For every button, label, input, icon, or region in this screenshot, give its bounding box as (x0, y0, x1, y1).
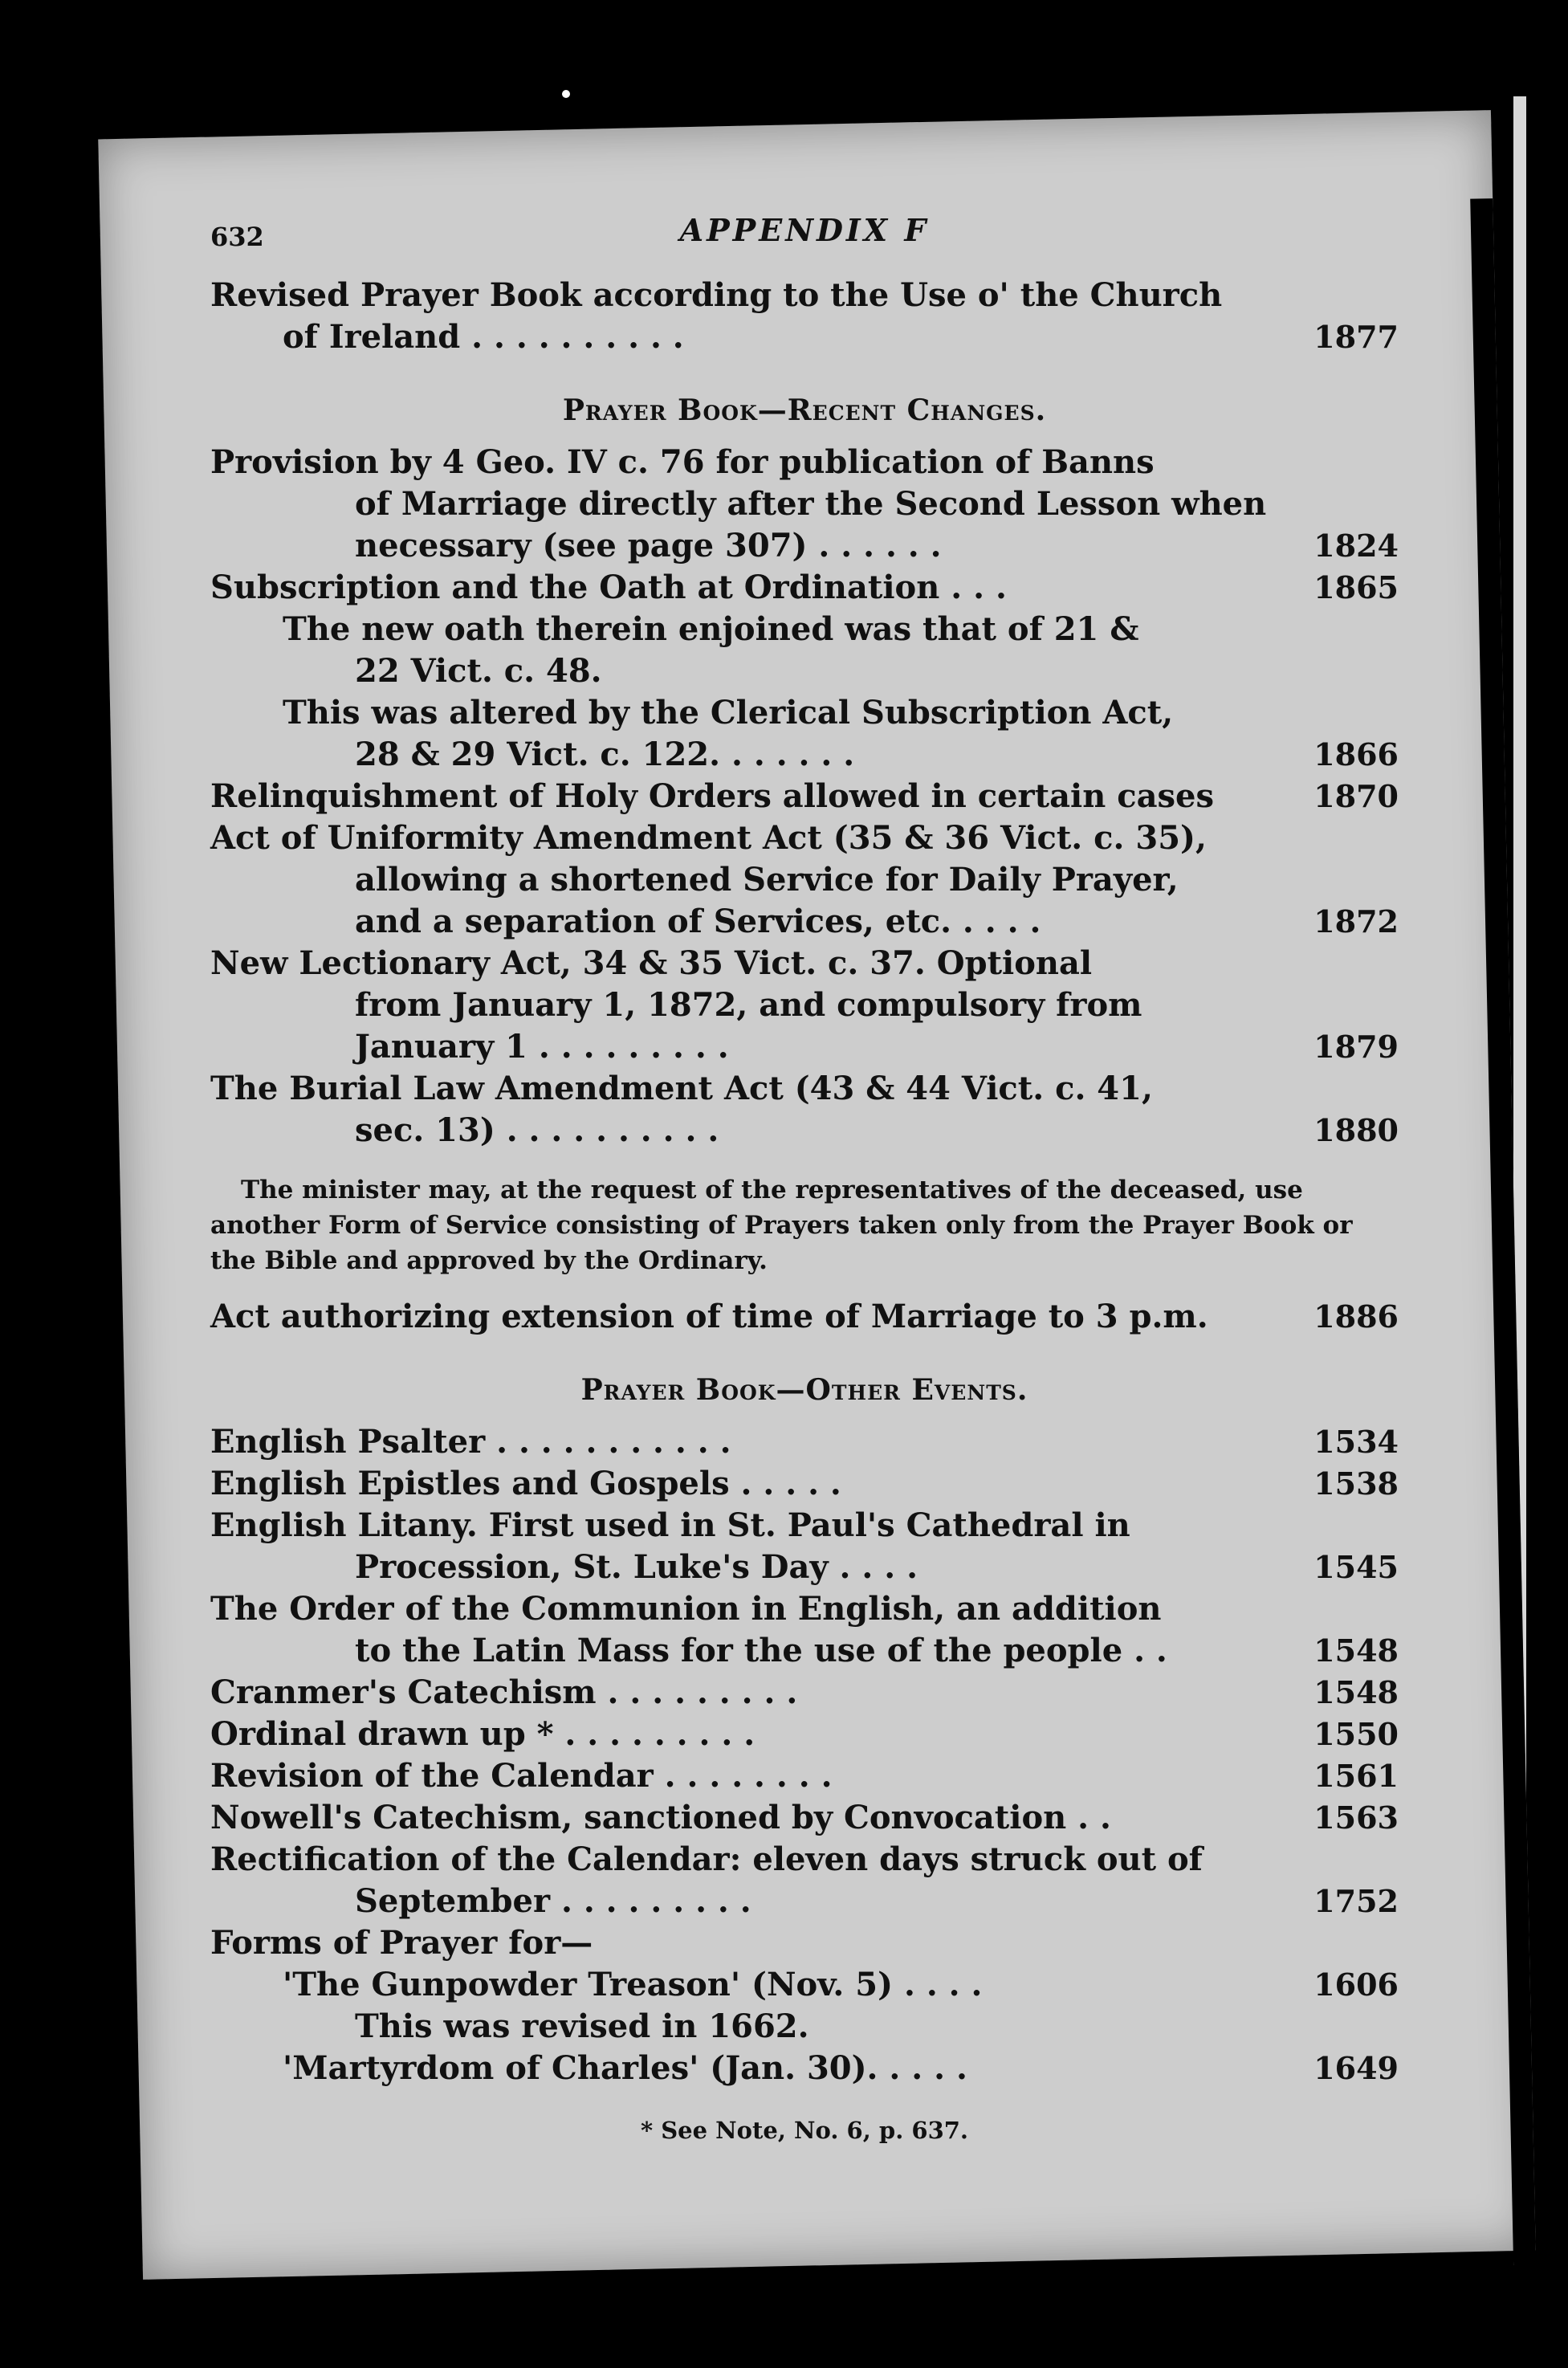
entry-marriage-time (210, 1296, 1399, 1338)
entry-calendar-revision (210, 1755, 1399, 1797)
entry-ordinal (210, 1714, 1399, 1755)
entry-year: 1865 (1313, 569, 1399, 605)
entry-line: This was revised in 1662. (355, 2007, 809, 2045)
entry-clerical-subscription (210, 692, 1399, 776)
entry-year: 1649 (1313, 2050, 1399, 2086)
dust-speck (562, 90, 570, 98)
appendix-title: APPENDIX F (679, 212, 930, 248)
entry-line: of Marriage directly after the Second Lesson when (355, 485, 1267, 523)
entry-line: sec. 13) . . . . . . . . . . (355, 1111, 719, 1149)
entry-line: This was altered by the Clerical Subscription Act, (283, 694, 1174, 732)
entry-epistles-gospels (210, 1463, 1399, 1505)
entry-line: necessary (see page 307) . . . . . . (355, 527, 942, 564)
entry-line: New Lectionary Act, 34 & 35 Vict. c. 37. Optional (210, 944, 1093, 982)
entry-year: 1548 (1313, 1674, 1399, 1710)
entry-line: from January 1, 1872, and compulsory from (355, 986, 1142, 1024)
page-content (210, 201, 1399, 2144)
entry-year: 1880 (1313, 1112, 1399, 1148)
entry-cranmers-catechism (210, 1672, 1399, 1714)
entry-year: 1538 (1313, 1465, 1399, 1502)
entry-line: Subscription and the Oath at Ordination . . . (210, 569, 1007, 606)
entry-relinquishment (210, 776, 1399, 817)
entry-new-oath (210, 609, 1399, 692)
entry-calendar-rectification (210, 1839, 1399, 1922)
entry-subscription-oath (210, 567, 1399, 609)
entry-english-litany (210, 1505, 1399, 1588)
entry-line: 'Martyrdom of Charles' (Jan. 30). . . . . (283, 2049, 967, 2087)
entry-revised-1662 (210, 2006, 1399, 2048)
entry-line: Act of Uniformity Amendment Act (35 & 36 Vict. c. 35), (210, 819, 1207, 857)
entry-line: Procession, St. Luke's Day . . . . (355, 1548, 918, 1586)
entry-line: to the Latin Mass for the use of the people . . (355, 1632, 1167, 1669)
burial-note: The minister may, at the request of the representatives of the deceased, use another Form of Service consisting of Prayers taken only from the Prayer Book or the Bible and approved by the Ordinary. (210, 1176, 1353, 1275)
entry-line: Provision by 4 Geo. IV c. 76 for publication of Banns (210, 443, 1155, 481)
entry-line: and a separation of Services, etc. . . . . (355, 903, 1041, 940)
running-head (210, 201, 1399, 257)
entry-line: Revision of the Calendar . . . . . . . . (210, 1757, 833, 1795)
entry-line: of Ireland . . . . . . . . . . (283, 318, 684, 356)
entry-year: 1545 (1313, 1549, 1399, 1585)
entry-line: 'The Gunpowder Treason' (Nov. 5) . . . . (283, 1966, 983, 2003)
entry-line: Rectification of the Calendar: eleven days struck out of (210, 1840, 1203, 1878)
entry-line: The new oath therein enjoined was that of 21 & (283, 610, 1139, 648)
section-heading-other-events: Prayer Book—Other Events. (580, 1373, 1028, 1407)
entry-english-psalter (210, 1421, 1399, 1463)
entry-line: Relinquishment of Holy Orders allowed in certain cases (210, 777, 1214, 815)
entry-uniformity-amendment (210, 817, 1399, 943)
section-heading-recent-changes: Prayer Book—Recent Changes. (562, 393, 1047, 427)
entry-martyrdom-of-charles (210, 2048, 1399, 2089)
entry-line: Nowell's Catechism, sanctioned by Convocation . . (210, 1799, 1111, 1836)
entry-burial-law (210, 1068, 1399, 1151)
entry-year: 1550 (1313, 1716, 1399, 1752)
entry-nowells-catechism (210, 1797, 1399, 1839)
entry-forms-of-prayer (210, 1922, 1399, 1964)
entry-line: Forms of Prayer for— (210, 1924, 593, 1962)
entry-line: English Litany. First used in St. Paul's Cathedral in (210, 1506, 1130, 1544)
page-fold-shadow (1470, 198, 1537, 2339)
entry-year: 1870 (1313, 778, 1399, 814)
entry-line: January 1 . . . . . . . . . (355, 1028, 729, 1066)
entry-line: allowing a shortened Service for Daily Prayer, (355, 861, 1179, 899)
entry-revised-prayer-book (210, 275, 1399, 358)
entry-gunpowder-treason (210, 1964, 1399, 2006)
entry-year: 1548 (1313, 1632, 1399, 1669)
entry-order-of-communion (210, 1588, 1399, 1672)
entry-year: 1872 (1313, 903, 1399, 939)
entry-year: 1824 (1313, 528, 1399, 564)
entry-year: 1866 (1313, 736, 1399, 772)
entry-line: The Order of the Communion in English, an addition (210, 1590, 1162, 1628)
entry-banns-provision (210, 442, 1399, 567)
entry-year: 1534 (1313, 1424, 1399, 1460)
footnote: * See Note, No. 6, p. 637. (640, 2117, 969, 2144)
entry-year: 1879 (1313, 1029, 1399, 1065)
page-number: 632 (210, 222, 264, 252)
entry-line: Ordinal drawn up * . . . . . . . . . (210, 1715, 755, 1753)
entry-line: 28 & 29 Vict. c. 122. . . . . . . (355, 736, 855, 773)
entry-year: 1563 (1313, 1799, 1399, 1836)
entry-line: Act authorizing extension of time of Marriage to 3 p.m. (210, 1298, 1208, 1335)
entry-line: Cranmer's Catechism . . . . . . . . . (210, 1673, 798, 1711)
entry-year: 1561 (1313, 1758, 1399, 1794)
entry-line: English Epistles and Gospels . . . . . (210, 1465, 841, 1502)
entry-year: 1752 (1313, 1883, 1399, 1919)
entry-line: Revised Prayer Book according to the Use o' the Church (210, 276, 1223, 314)
entry-line: September . . . . . . . . . (355, 1882, 751, 1920)
entry-line: 22 Vict. c. 48. (355, 652, 602, 690)
entry-year: 1886 (1313, 1298, 1399, 1335)
entry-line: The Burial Law Amendment Act (43 & 44 Vict. c. 41, (210, 1070, 1153, 1107)
entry-new-lectionary (210, 943, 1399, 1068)
entry-line: English Psalter . . . . . . . . . . . (210, 1423, 731, 1461)
entry-year: 1877 (1313, 319, 1399, 355)
entry-year: 1606 (1313, 1967, 1399, 2003)
